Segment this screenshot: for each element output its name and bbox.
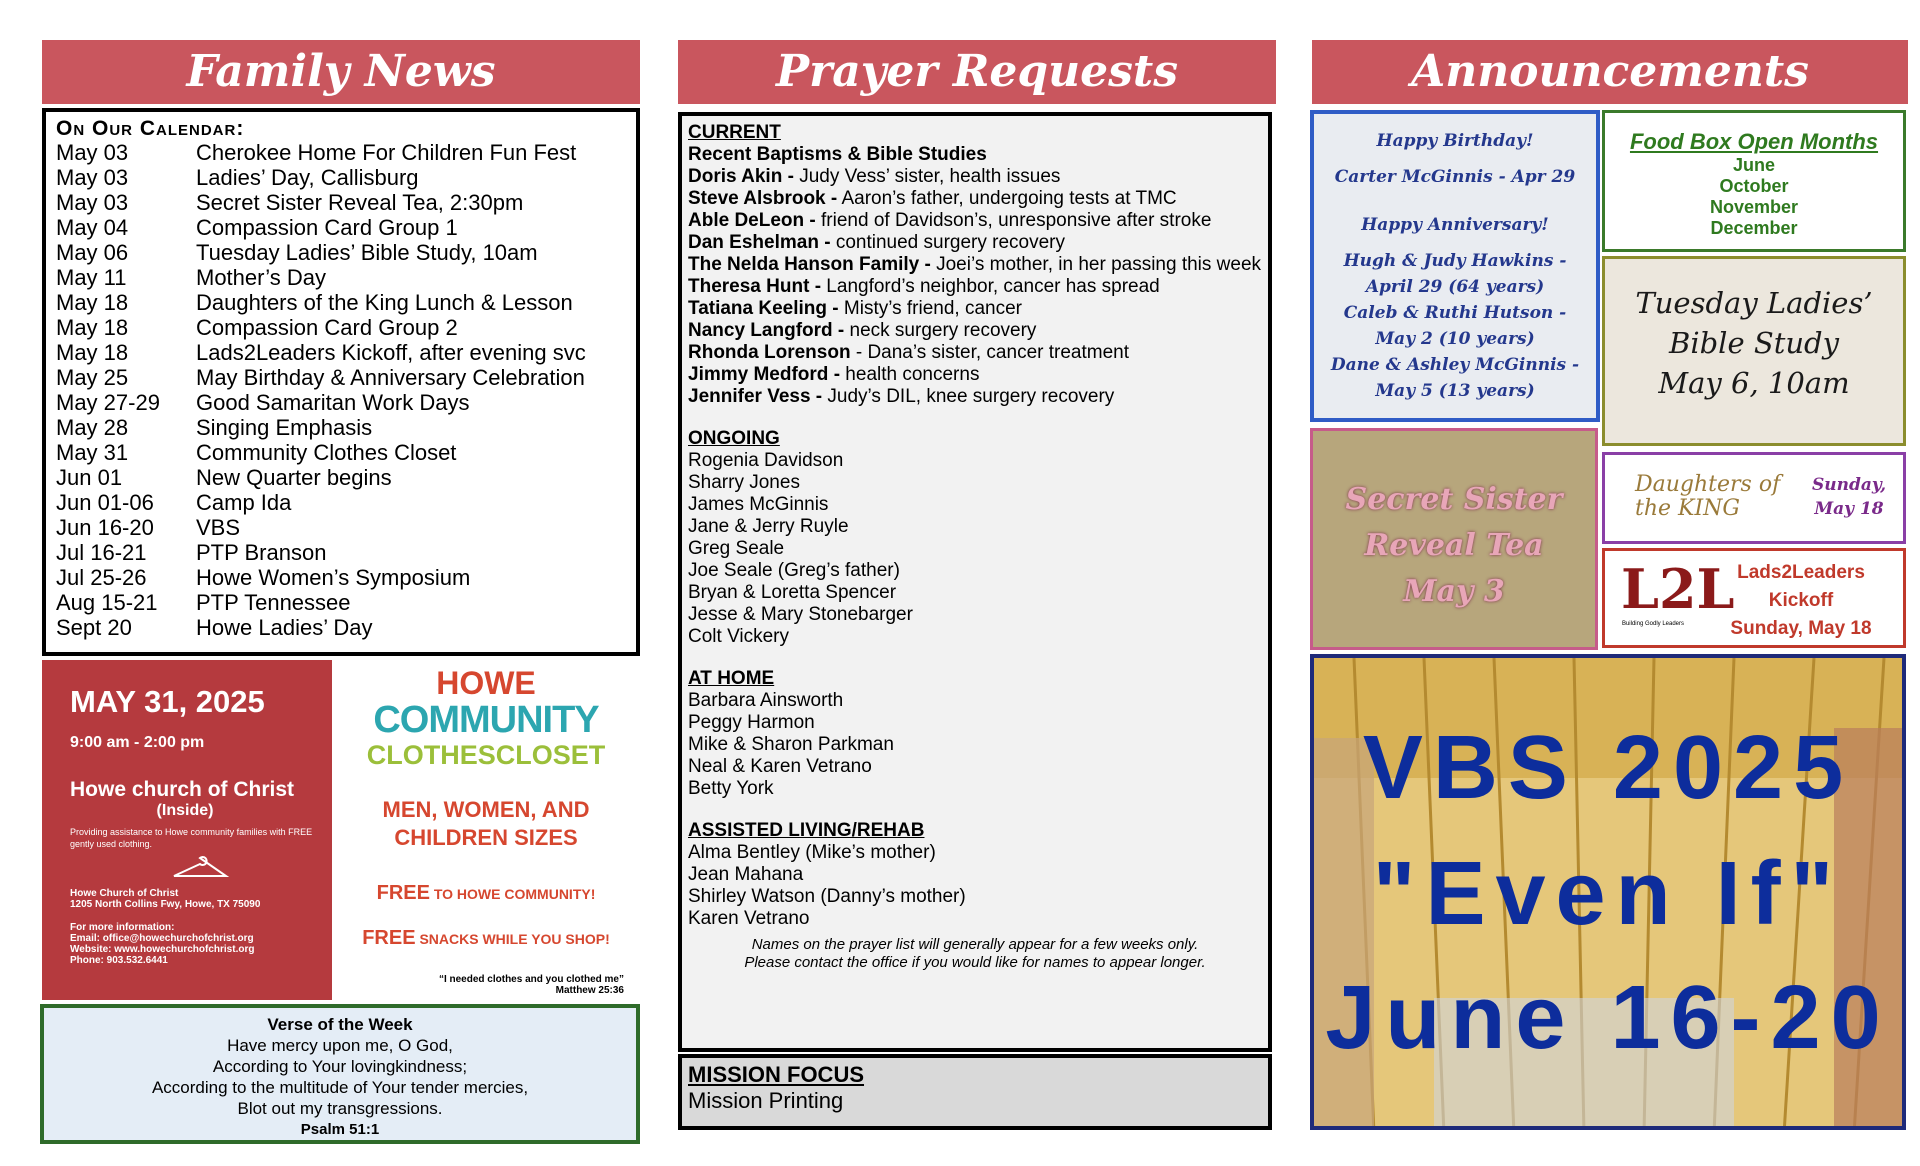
calendar-row [56, 340, 626, 365]
anniversary-title: Happy Anniversary! [1361, 215, 1549, 235]
prayer-current-subtitle: Recent Baptisms & Bible Studies [688, 144, 987, 165]
prayer-item: Karen Vetrano [688, 908, 810, 929]
calendar-event: Lads2Leaders Kickoff, after evening svc [196, 340, 586, 365]
calendar-row [56, 465, 626, 490]
calendar-date: May 03 [56, 140, 129, 165]
calendar-row [56, 415, 626, 440]
prayer-assisted-list [688, 842, 1262, 930]
verse-line: According to the multitude of Your tender mercies, [151, 1078, 529, 1097]
prayer-item: Jane & Jerry Ruyle [688, 516, 849, 537]
prayer-athome-list [688, 690, 1262, 800]
calendar-row [56, 565, 626, 590]
prayer-note: Judy Vess’ sister, health issues [793, 166, 1061, 187]
closet-brand-community: COMMUNITY [373, 699, 599, 741]
prayer-item [688, 166, 1262, 188]
calendar-event: VBS [196, 515, 241, 540]
prayer-item [688, 364, 1262, 386]
mission-focus-box [678, 1054, 1272, 1130]
calendar-date: May 06 [56, 240, 129, 265]
calendar-event: Singing Emphasis [196, 415, 373, 440]
closet-date: MAY 31, 2025 [70, 684, 265, 719]
prayer-item [688, 188, 1262, 210]
prayer-item: Alma Bentley (Mike’s mother) [688, 842, 936, 863]
clothes-closet-flyer-left [42, 660, 332, 1000]
family-news-header: Family News [42, 40, 640, 104]
prayer-name: Jennifer Vess - [688, 386, 823, 407]
calendar-date: May 03 [56, 190, 129, 215]
closet-free-community [336, 882, 636, 905]
closet-venue: Howe church of Christ [70, 778, 295, 801]
calendar-event: Howe Ladies’ Day [196, 615, 373, 640]
lads-line: Kickoff [1768, 590, 1834, 611]
calendar-event: Secret Sister Reveal Tea, 2:30pm [196, 190, 524, 215]
birthday-anniversary-card [1310, 110, 1600, 422]
prayer-item [688, 298, 1262, 320]
tea-line: Reveal Tea [1364, 528, 1544, 563]
prayer-item: Shirley Watson (Danny’s mother) [688, 886, 966, 907]
free-word: FREE [376, 882, 430, 904]
verse-line: According to Your lovingkindness; [212, 1057, 468, 1076]
calendar-row [56, 540, 626, 565]
prayer-item: Mike & Sharon Parkman [688, 734, 894, 755]
calendar-event: Camp Ida [196, 490, 292, 515]
calendar-event: Ladies’ Day, Callisburg [196, 165, 419, 190]
prayer-note: Joei’s mother, in her passing this week [930, 254, 1262, 275]
prayer-assisted-label: ASSISTED LIVING/REHAB [688, 820, 925, 841]
prayer-name: Tatiana Keeling - [688, 298, 839, 319]
prayer-note: Misty’s friend, cancer [838, 298, 1023, 319]
prayer-item: Jesse & Mary Stonebarger [688, 604, 913, 625]
calendar-date: May 25 [56, 365, 129, 390]
prayer-item: Bryan & Loretta Spencer [688, 582, 897, 603]
dotk-date-line: Sunday, [1811, 475, 1887, 495]
birthday-title: Happy Birthday! [1376, 131, 1534, 151]
prayer-item: Jean Mahana [688, 864, 804, 885]
prayer-item: Betty York [688, 778, 774, 799]
calendar-event: Community Clothes Closet [196, 440, 457, 465]
calendar-event: Tuesday Ladies’ Bible Study, 10am [196, 240, 538, 265]
l2l-logo-tagline: Building Godly Leaders [1621, 621, 1685, 627]
closet-website[interactable]: Website: www.howechurchofchrist.org [70, 944, 255, 955]
free-community-text: TO HOWE COMMUNITY! [429, 886, 596, 902]
tea-line: May 3 [1403, 574, 1505, 609]
prayer-note-2: Please contact the office if you would like for names to appear longer. [744, 954, 1206, 971]
dotk-date [1799, 473, 1899, 521]
calendar-event: Compassion Card Group 1 [196, 215, 458, 240]
anniversary-entry: Hugh & Judy Hawkins - [1343, 251, 1567, 271]
calendar-date: May 04 [56, 215, 129, 240]
prayer-current-label: CURRENT [688, 122, 781, 143]
calendar-date: May 27-29 [56, 390, 160, 415]
bible-study-line: Tuesday Ladies’ [1635, 286, 1873, 320]
calendar-date: May 11 [56, 265, 127, 290]
closet-brand-closet: CLOTHESCLOSET [366, 740, 606, 770]
vbs-title: VBS 2025 [1362, 718, 1854, 818]
calendar-row [56, 365, 626, 390]
calendar-date: May 18 [56, 315, 129, 340]
closet-email[interactable]: Email: office@howechurchofchrist.org [70, 933, 254, 944]
prayer-note: Langford’s neighbor, cancer has spread [821, 276, 1160, 297]
calendar-date: May 18 [56, 340, 129, 365]
calendar-row [56, 590, 626, 615]
prayer-item: Barbara Ainsworth [688, 690, 844, 711]
anniversary-entry: May 2 (10 years) [1375, 329, 1535, 349]
prayer-name: Rhonda Lorenson [688, 342, 851, 363]
lads-line: Lads2Leaders [1737, 562, 1865, 583]
food-month: November [1709, 197, 1799, 217]
closet-address: 1205 North Collins Fwy, Howe, TX 75090 [70, 899, 261, 910]
prayer-current-list [688, 166, 1262, 408]
prayer-ongoing-label: ONGOING [688, 428, 780, 449]
calendar-date: Jul 25-26 [56, 565, 147, 590]
prayer-name: Theresa Hunt - [688, 276, 822, 297]
prayer-ongoing-list [688, 450, 1262, 648]
closet-sizes: MEN, WOMEN, AND CHILDREN SIZES [382, 797, 590, 850]
lads2leaders-text [1699, 559, 1903, 643]
secret-sister-tea-card [1310, 428, 1598, 650]
calendar-event: May Birthday & Anniversary Celebration [196, 365, 585, 390]
prayer-note: health concerns [840, 364, 980, 385]
calendar-date: May 31 [56, 440, 129, 465]
calendar-list [56, 140, 626, 640]
calendar-row [56, 165, 626, 190]
prayer-name: Able DeLeon - [688, 210, 816, 231]
calendar-date: Jun 16-20 [56, 515, 154, 540]
vbs-dates: June 16-20 [1325, 968, 1891, 1068]
free-word: FREE [362, 927, 416, 949]
closet-time: 9:00 am - 2:00 pm [70, 734, 205, 751]
calendar-title: On Our Calendar: [56, 117, 245, 140]
free-snacks-text: SNACKS WHILE YOU SHOP! [415, 931, 610, 947]
tea-line: Secret Sister [1345, 482, 1563, 517]
dotk-date-line: May 18 [1814, 499, 1884, 519]
food-box-card [1602, 110, 1906, 252]
vbs-theme: "Even If" [1372, 844, 1844, 944]
calendar-row [56, 490, 626, 515]
prayer-note: - Dana’s sister, cancer treatment [850, 342, 1129, 363]
calendar-row [56, 615, 626, 640]
verse-title: Verse of the Week [267, 1015, 413, 1034]
clothes-closet-flyer-right [336, 660, 636, 1000]
prayer-note: Judy’s DIL, knee surgery recovery [822, 386, 1115, 407]
prayer-item: Colt Vickery [688, 626, 790, 647]
food-month: December [1710, 218, 1798, 238]
food-box-title: Food Box Open Months [1629, 129, 1879, 154]
calendar-date: Sept 20 [56, 615, 132, 640]
calendar-row [56, 240, 626, 265]
anniversary-entry: Caleb & Ruthi Hutson - [1343, 303, 1567, 323]
calendar-row [56, 515, 626, 540]
calendar-event: Good Samaritan Work Days [196, 390, 470, 415]
prayer-item [688, 342, 1262, 364]
verse-line: Have mercy upon me, O God, [227, 1036, 453, 1055]
prayer-note: neck surgery recovery [844, 320, 1037, 341]
prayer-note-1: Names on the prayer list will generally appear for a few weeks only. [751, 936, 1199, 953]
l2l-logo [1611, 557, 1735, 641]
closet-quote: “I needed clothes and you clothed me” [438, 974, 624, 985]
prayer-item: Neal & Karen Vetrano [688, 756, 872, 777]
prayer-item: Peggy Harmon [688, 712, 815, 733]
calendar-date: Aug 15-21 [56, 590, 158, 615]
calendar-event: PTP Branson [196, 540, 327, 565]
lads2leaders-card [1602, 548, 1906, 648]
calendar-row [56, 215, 626, 240]
prayer-item: Rogenia Davidson [688, 450, 844, 471]
closet-venue-note: (Inside) [156, 802, 214, 819]
prayer-name: Dan Eshelman - [688, 232, 831, 253]
prayer-name: Nancy Langford - [688, 320, 845, 341]
closet-brand-howe: HOWE [436, 665, 536, 701]
hanger-icon [170, 854, 230, 882]
calendar-event: Compassion Card Group 2 [196, 315, 458, 340]
prayer-name: Doris Akin - [688, 166, 794, 187]
calendar-box [42, 108, 640, 656]
calendar-row [56, 390, 626, 415]
closet-address-name: Howe Church of Christ [70, 888, 179, 899]
calendar-date: May 18 [56, 290, 129, 315]
anniversary-entry: Dane & Ashley McGinnis - [1330, 355, 1580, 375]
calendar-event: Daughters of the King Lunch & Lesson [196, 290, 573, 315]
prayer-list-box [678, 112, 1272, 1052]
bible-study-line: May 6, 10am [1658, 366, 1850, 400]
daughters-of-king-card [1602, 452, 1906, 544]
calendar-event: Cherokee Home For Children Fun Fest [196, 140, 577, 165]
bible-study-card [1602, 256, 1906, 446]
verse-line: Blot out my transgressions. [237, 1099, 443, 1118]
anniversary-entry: April 29 (64 years) [1365, 277, 1545, 297]
prayer-item [688, 232, 1262, 254]
birthday-entry: Carter McGinnis - Apr 29 [1334, 167, 1576, 187]
calendar-date: Jun 01-06 [56, 490, 154, 515]
food-month: June [1732, 155, 1775, 175]
anniversary-entry: May 5 (13 years) [1375, 381, 1535, 401]
calendar-row [56, 265, 626, 290]
calendar-date: May 03 [56, 165, 129, 190]
calendar-row [56, 190, 626, 215]
calendar-row [56, 140, 626, 165]
prayer-note: Aaron’s father, undergoing tests at TMC [837, 188, 1177, 209]
prayer-name: Jimmy Medford - [688, 364, 841, 385]
lads-line: Sunday, May 18 [1730, 618, 1872, 639]
vbs-banner [1310, 654, 1906, 1130]
daughters-of-king-logo: Daughters of the KING [1635, 472, 1781, 521]
prayer-item: Joe Seale (Greg’s father) [688, 560, 900, 581]
closet-free-snacks [336, 927, 636, 950]
calendar-row [56, 440, 626, 465]
verse-reference: Psalm 51:1 [300, 1121, 380, 1138]
prayer-item [688, 276, 1262, 298]
calendar-event: New Quarter begins [196, 465, 392, 490]
verse-of-the-week [40, 1004, 640, 1144]
calendar-row [56, 315, 626, 340]
mission-focus-label: MISSION FOCUS [688, 1062, 865, 1087]
prayer-name: The Nelda Hanson Family - [688, 254, 931, 275]
prayer-item [688, 254, 1262, 276]
l2l-logo-text: L2L [1621, 557, 1735, 621]
prayer-item [688, 386, 1262, 408]
prayer-item [688, 320, 1262, 342]
food-month: October [1719, 176, 1789, 196]
prayer-note: continued surgery recovery [830, 232, 1065, 253]
prayer-item: Greg Seale [688, 538, 785, 559]
prayer-athome-label: AT HOME [688, 668, 775, 689]
bible-study-line: Bible Study [1669, 326, 1839, 360]
mission-focus-value: Mission Printing [688, 1088, 844, 1113]
prayer-item: James McGinnis [688, 494, 829, 515]
prayer-requests-header: Prayer Requests [678, 40, 1276, 104]
calendar-date: Jul 16-21 [56, 540, 147, 565]
prayer-item [688, 210, 1262, 232]
closet-description: Providing assistance to Howe community families with FREE gently used clothing. [70, 827, 313, 849]
calendar-event: Mother’s Day [196, 265, 327, 290]
calendar-event: Howe Women’s Symposium [196, 565, 471, 590]
closet-phone: Phone: 903.532.6441 [70, 955, 168, 966]
calendar-row [56, 290, 626, 315]
prayer-note: friend of Davidson’s, unresponsive after stroke [815, 210, 1212, 231]
closet-quote-ref: Matthew 25:36 [555, 985, 624, 996]
calendar-event: PTP Tennessee [196, 590, 351, 615]
closet-info-label: For more information: [70, 922, 175, 933]
calendar-date: Jun 01 [56, 465, 123, 490]
prayer-item: Sharry Jones [688, 472, 800, 493]
announcements-header: Announcements [1312, 40, 1908, 104]
prayer-name: Steve Alsbrook - [688, 188, 838, 209]
calendar-date: May 28 [56, 415, 129, 440]
